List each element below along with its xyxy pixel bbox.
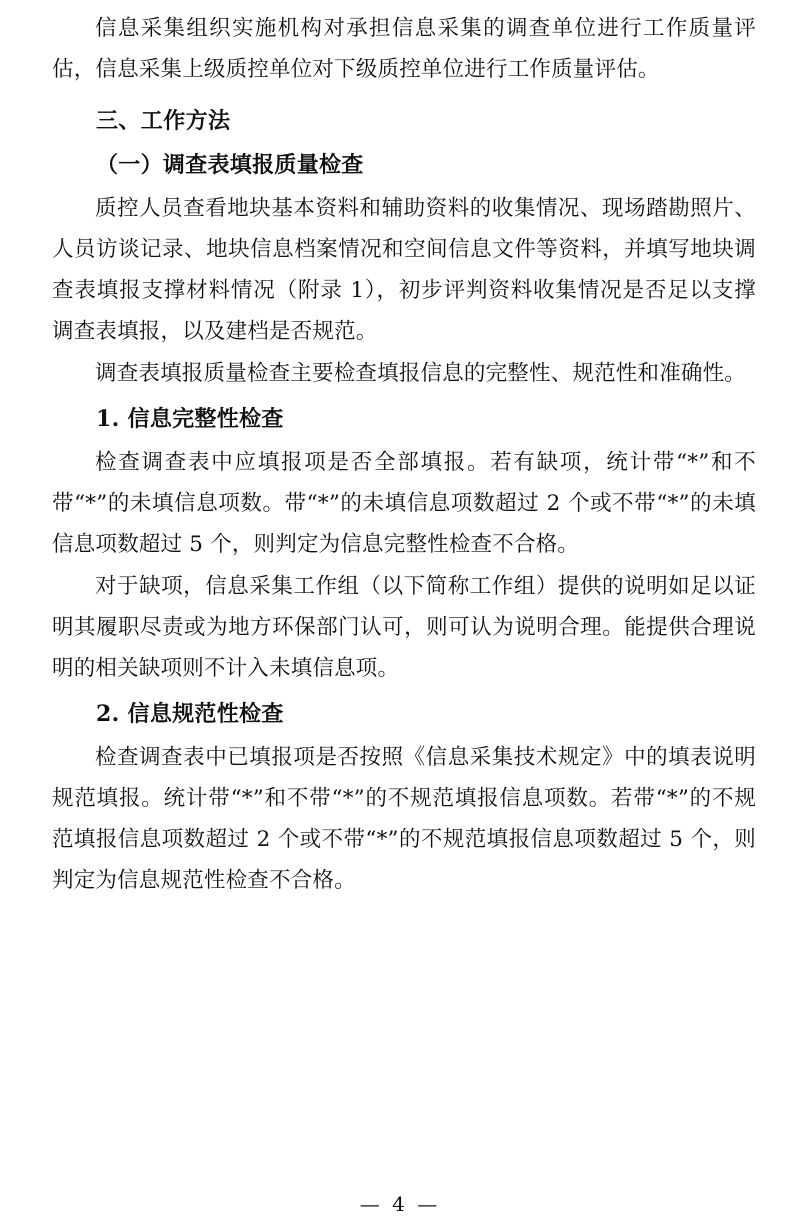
subheading-form-quality-check: （一）调查表填报质量检查 xyxy=(96,152,364,178)
spacer xyxy=(52,91,756,97)
paragraph-standardization-rule: 检查调查表中已填报项是否按照《信息采集技术规定》中的填表说明规范填报。统计带“*”和不带“*”的不规范填报信息项数。若带“*”的不规范填报信息项数超过 2 个或不带“*”的不规范填报信息项数超过 5 个，则判定为信息规范性检查不合格。 xyxy=(52,745,756,893)
paragraph-assessment-intro: 信息采集组织实施机构对承担信息采集的调查单位进行工作质量评估，信息采集上级质控单位对下级质控单位进行工作质量评估。 xyxy=(52,16,756,82)
paragraph-missing-item-explanation: 对于缺项，信息采集工作组（以下简称工作组）提供的说明如足以证明其履职尽责或为地方环保部门认可，则可认为说明合理。能提供合理说明的相关缺项则不计入未填信息项。 xyxy=(52,574,756,681)
numbered-heading-completeness: 1. 信息完整性检查 xyxy=(96,406,284,432)
page-number: — 4 — xyxy=(359,1192,441,1216)
paragraph-completeness-rule: 检查调查表中应填报项是否全部填报。若有缺项，统计带“*”和不带“*”的未填信息项数。带“*”的未填信息项数超过 2 个或不带“*”的未填信息项数超过 5 个，则判定为信息完整性检查不合格。 xyxy=(52,450,756,557)
heading-section-three: 三、工作方法 xyxy=(96,108,231,134)
numbered-heading-standardization: 2. 信息规范性检查 xyxy=(96,701,284,727)
paragraph-check-scope: 调查表填报质量检查主要检查填报信息的完整性、规范性和准确性。 xyxy=(95,361,747,386)
paragraph-qc-staff-review: 质控人员查看地块基本资料和辅助资料的收集情况、现场踏勘照片、人员访谈记录、地块信息档案情况和空间信息文件等资料，并填写地块调查表填报支撑材料情况（附录 1），初步评判资料收集情况是否足以支撑调查表填报，以及建档是否规范。 xyxy=(52,196,756,344)
